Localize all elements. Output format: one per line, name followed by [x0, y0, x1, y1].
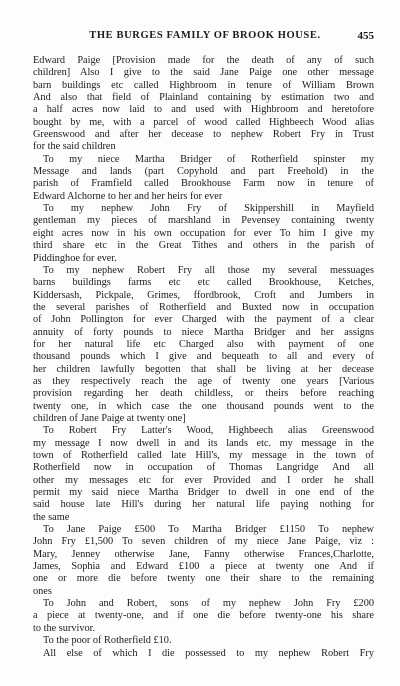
text-line: Kiddersash, Pickpale, Grimes, ffordbrook, Croft and Jumbers in — [33, 289, 374, 301]
text-line: for the said children — [33, 141, 116, 153]
text-line: said house late Hill's during her natural life paying nothing for — [33, 499, 374, 511]
page-number: 455 — [357, 30, 374, 42]
text-line: thousand pounds which I give and bequeath to all and every of — [33, 351, 374, 363]
text-line: third share etc in the Great Tithes and others in the parish of — [33, 240, 374, 252]
text-line: town of Rotherfield called late Hill's, my message in the town of — [33, 450, 374, 461]
text-line: of John Pollington for ever Charged with the payment of a clear — [33, 314, 374, 326]
text-line: barn buildings etc called Highbroom in tenure of William Brown — [33, 79, 374, 91]
text-line: Greenswood and after her decease to nephew Robert Fry in Trust — [33, 129, 374, 141]
text-line: ones — [33, 585, 52, 597]
text-line: the several parishes of Rotherfield and Buxted now in occupation — [33, 301, 374, 313]
text-line: for her natural life etc Charged also with payment of one — [33, 338, 374, 350]
text-line: Rotherfield now in occupation of Thomas Langridge And all — [33, 462, 374, 474]
running-title: THE BURGES FAMILY OF BROOK HOUSE. — [89, 30, 321, 41]
text-line: to the survivor. — [33, 622, 96, 634]
text-line: parish of Framfield called Brookhouse Farm now in tenure of — [33, 178, 374, 190]
text-line: barns buildings farms etc etc called Brookhouse, Ketches, — [33, 277, 374, 289]
text-line: a piece at twenty-one, and if one die before twenty-one his share — [33, 610, 374, 622]
text-line: John Fry £1,500 To seven children of my niece Jane Paige, viz : — [33, 536, 374, 548]
body-text — [33, 55, 374, 660]
running-head — [36, 30, 374, 44]
text-line: Piddinghoe for ever. — [33, 252, 117, 264]
text-line: And also that field of Plainland containing by estimation two and — [33, 92, 374, 104]
text-line: To my niece Martha Bridger of Rotherfield spinster my — [43, 153, 374, 165]
text-line: the same — [33, 511, 70, 523]
text-line: All else of which I die possessed to my nephew Robert Fry — [43, 647, 374, 659]
text-line: a half acres now laid to and used with Highbroom and heretofore — [33, 104, 374, 116]
text-line: as they respectively reach the age of twenty one years [Various — [33, 375, 374, 387]
text-line: provision regarding her death childless, or theirs before reaching — [33, 388, 374, 400]
text-line: To John and Robert, sons of my nephew John Fry £200 — [43, 598, 374, 610]
text-line: children of Jane Paige at twenty one] — [33, 412, 186, 424]
text-line: her children lawfully begotten that shall be living at her decease — [33, 363, 374, 375]
text-line: eight acres now in his own occupation for ever To him I give my — [33, 227, 374, 239]
text-line: Message and lands (part Copyhold and part Freehold) in the — [33, 166, 374, 178]
text-line: children] Also I give to the said Jane Paige one other message — [33, 67, 374, 79]
text-line: James, Sophia and Edward £100 a piece at twenty one And if — [33, 561, 374, 573]
text-line: my message I now dwell in and its lands etc. my message in the — [33, 437, 374, 449]
text-line: Edward Alchorne to her and her heirs for ever — [33, 190, 223, 202]
text-line: twenty one, in which case the one thousand pounds went to the — [33, 400, 374, 412]
text-line: To my nephew John Fry of Skippershill in Mayfield — [43, 203, 374, 215]
text-line: Mary, Jenney otherwise Jane, Fanny otherwise Frances,Charlotte, — [33, 548, 374, 560]
text-line: To Jane Paige £500 To Martha Bridger £1150 To nephew — [43, 524, 374, 536]
text-line: annuity of forty pounds to niece Martha Bridger and her assigns — [33, 326, 374, 338]
text-line: permit my said niece Martha Bridger to dwell in one end of the — [33, 487, 374, 499]
text-line: To my nephew Robert Fry all those my several messuages — [43, 264, 374, 276]
text-line: one or more die before twenty one their share to the remaining — [33, 573, 374, 585]
text-line: To the poor of Rotherfield £10. — [43, 635, 172, 647]
text-line: Edward Paige [Provision made for the death of any of such — [33, 55, 374, 66]
text-line: bought by me, with a parcel of wood called Highbeech Wood alias — [33, 116, 374, 128]
text-line: gentleman my pieces of marshland in Pevensey containing twenty — [33, 215, 374, 227]
text-line: other my messages etc for ever Provided and I order he shall — [33, 474, 374, 486]
text-line: To Robert Fry Latter's Wood, Highbeech alias Greenswood — [43, 425, 374, 437]
